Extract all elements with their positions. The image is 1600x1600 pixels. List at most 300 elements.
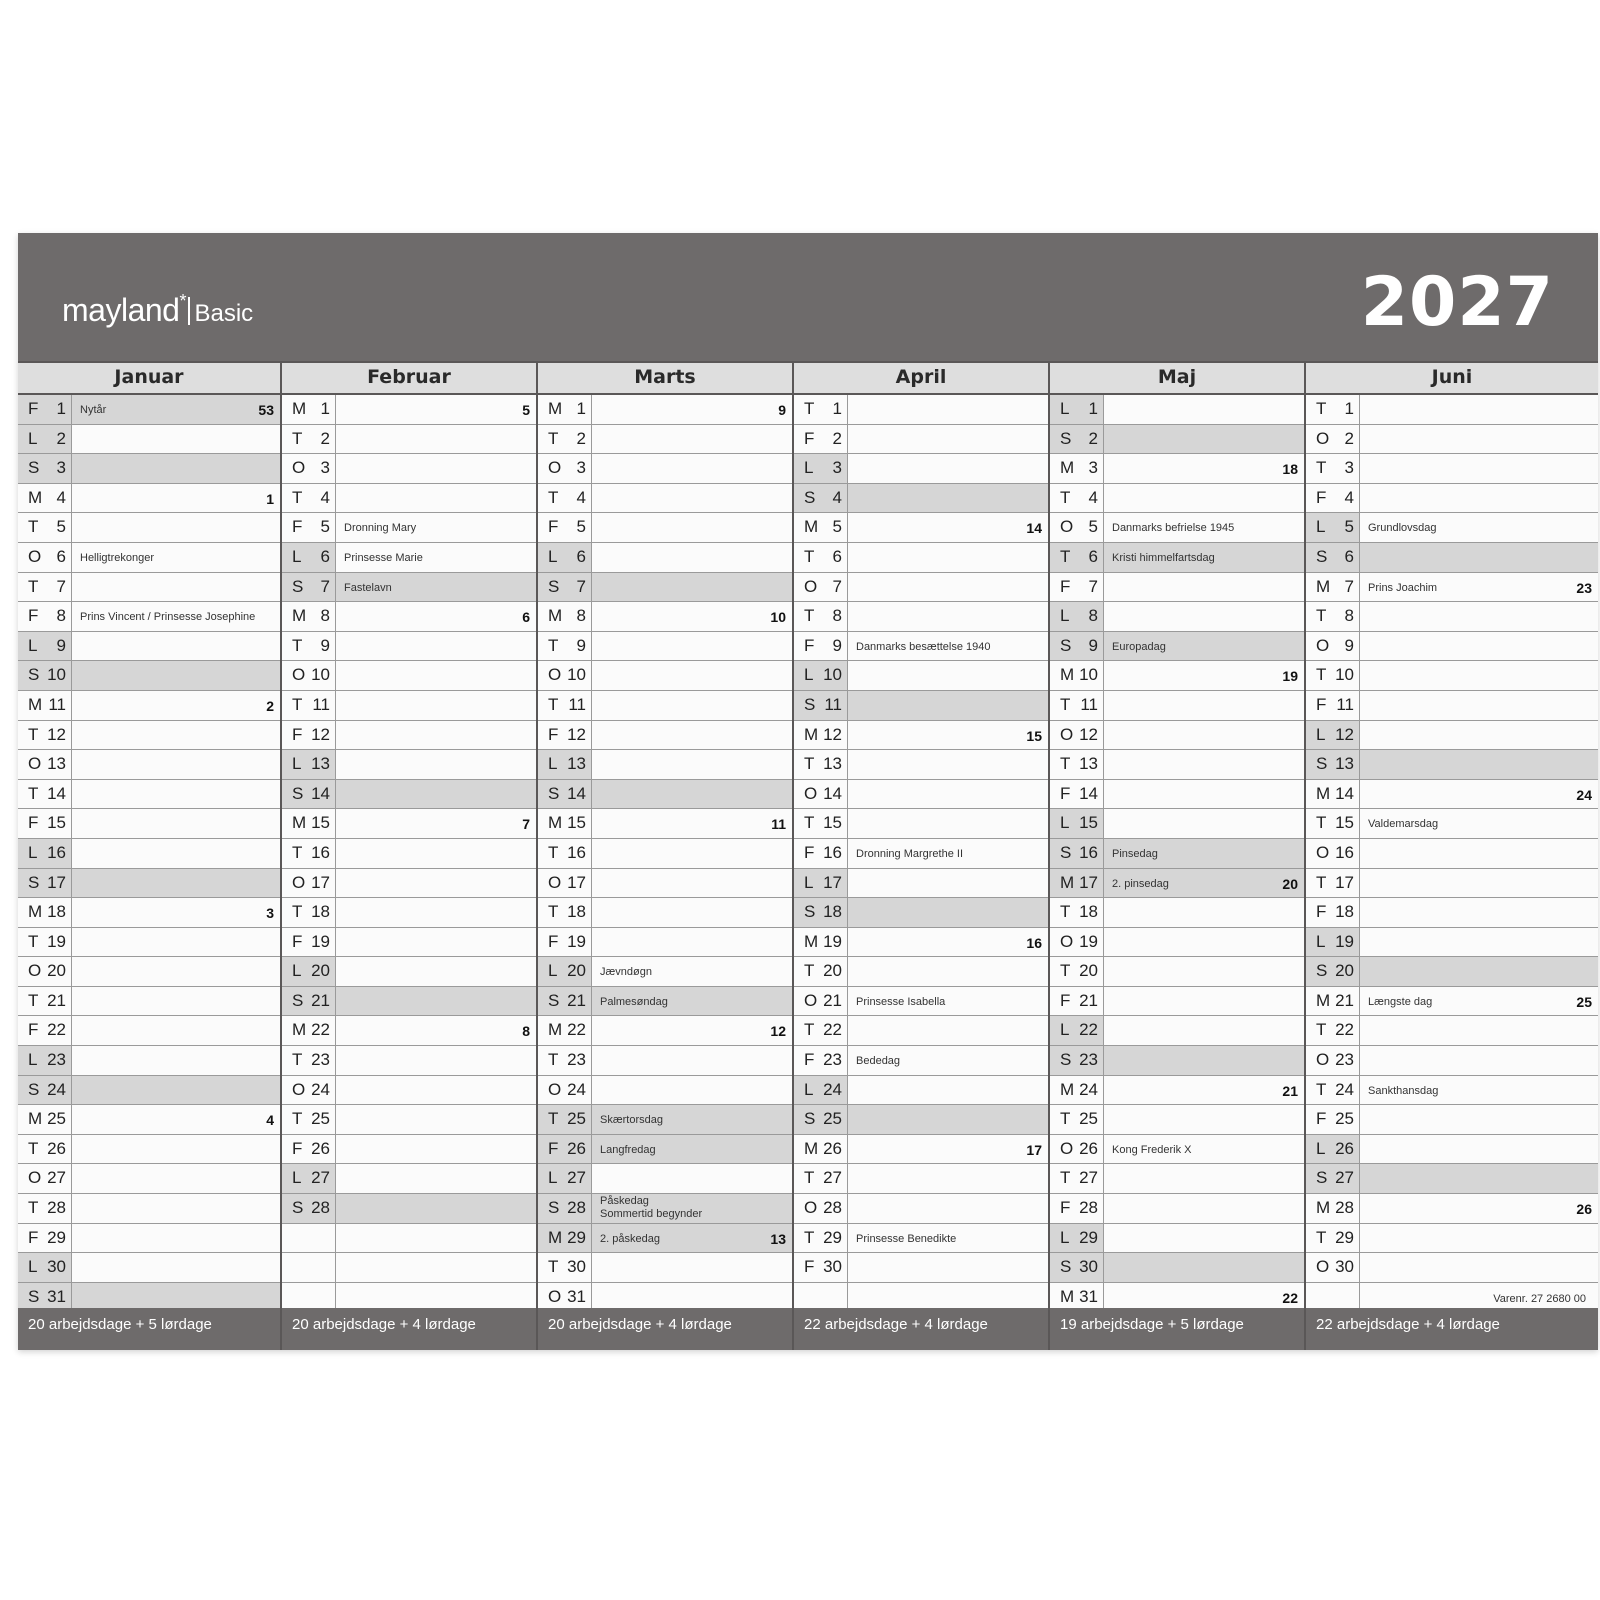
day-number: 17 bbox=[823, 872, 842, 892]
weekday-letter: M bbox=[548, 606, 563, 626]
day-number: 6 bbox=[832, 546, 842, 566]
day-row bbox=[794, 425, 1048, 455]
day-number: 1 bbox=[1088, 399, 1098, 418]
weekday-letter: O bbox=[28, 546, 42, 566]
weekday-letter: F bbox=[1060, 783, 1071, 803]
week-number: 1 bbox=[266, 490, 274, 507]
day-cell bbox=[1050, 1194, 1104, 1223]
weekday-letter: L bbox=[804, 665, 814, 685]
day-number: 13 bbox=[47, 754, 66, 774]
note-cell bbox=[592, 1253, 792, 1282]
weekday-letter: O bbox=[1060, 724, 1074, 744]
weekday-letter: L bbox=[292, 754, 302, 774]
weekday-letter: T bbox=[1316, 1020, 1327, 1040]
month-column-maj bbox=[1048, 361, 1304, 1350]
day-number: 28 bbox=[567, 1198, 586, 1218]
day-number: 5 bbox=[576, 517, 586, 537]
day-row bbox=[1306, 632, 1598, 662]
day-row bbox=[18, 869, 280, 899]
weekday-letter: M bbox=[804, 1138, 819, 1158]
day-cell bbox=[282, 543, 336, 572]
day-cell bbox=[282, 1105, 336, 1134]
weekday-letter: L bbox=[1060, 813, 1070, 833]
note-cell bbox=[848, 395, 1048, 424]
day-number: 22 bbox=[567, 1020, 586, 1040]
day-number: 16 bbox=[567, 842, 586, 862]
day-row bbox=[282, 484, 536, 514]
day-cell bbox=[538, 1105, 592, 1134]
day-row bbox=[1050, 1105, 1304, 1135]
day-number: 16 bbox=[47, 842, 66, 862]
day-row bbox=[1050, 691, 1304, 721]
weekday-letter: T bbox=[1316, 1079, 1327, 1099]
weekday-letter: O bbox=[804, 783, 818, 803]
note-cell bbox=[72, 957, 280, 986]
weekday-letter: T bbox=[804, 1227, 815, 1247]
day-number: 9 bbox=[576, 635, 586, 655]
weekday-letter: L bbox=[548, 546, 558, 566]
holiday-note: Prinsesse Marie bbox=[344, 551, 423, 564]
day-row bbox=[538, 454, 792, 484]
day-row bbox=[1306, 898, 1598, 928]
day-row bbox=[282, 661, 536, 691]
holiday-note: Dronning Mary bbox=[344, 522, 417, 535]
day-cell bbox=[282, 1194, 336, 1223]
day-row bbox=[18, 987, 280, 1017]
note-cell bbox=[1360, 632, 1598, 661]
day-number: 23 bbox=[47, 1050, 66, 1070]
day-number: 23 bbox=[311, 1050, 330, 1070]
holiday-note: Nytår bbox=[80, 404, 107, 416]
week-number: 11 bbox=[771, 816, 786, 833]
holiday-note: Sankthansdag bbox=[1368, 1084, 1439, 1097]
day-row bbox=[282, 839, 536, 869]
month-header: Januar bbox=[18, 361, 280, 395]
day-cell bbox=[794, 513, 848, 542]
day-cell bbox=[18, 1046, 72, 1075]
day-number: 20 bbox=[47, 961, 66, 981]
day-number: 7 bbox=[1344, 576, 1354, 596]
day-number: 15 bbox=[311, 813, 330, 833]
day-cell bbox=[538, 1164, 592, 1193]
note-cell bbox=[72, 780, 280, 809]
note-cell bbox=[336, 1194, 536, 1223]
day-number: 14 bbox=[567, 783, 586, 803]
day-row bbox=[794, 661, 1048, 691]
day-row bbox=[538, 1016, 792, 1046]
note-cell bbox=[848, 454, 1048, 483]
note-cell bbox=[592, 1016, 792, 1045]
day-cell bbox=[1306, 573, 1360, 602]
weekday-letter: S bbox=[548, 990, 560, 1010]
day-row bbox=[538, 1046, 792, 1076]
holiday-note: Pinsedag bbox=[1112, 847, 1158, 860]
brand-star: * bbox=[179, 291, 187, 311]
day-row bbox=[1050, 780, 1304, 810]
note-cell bbox=[592, 1076, 792, 1105]
day-cell bbox=[18, 928, 72, 957]
day-number: 27 bbox=[567, 1168, 586, 1188]
note-cell bbox=[592, 1046, 792, 1075]
day-number: 15 bbox=[823, 813, 842, 833]
day-number: 2 bbox=[576, 428, 586, 448]
day-cell bbox=[18, 1194, 72, 1223]
note-cell bbox=[1104, 869, 1304, 898]
week-number: 53 bbox=[258, 402, 274, 418]
day-list bbox=[538, 395, 792, 1312]
day-number: 16 bbox=[823, 842, 842, 862]
day-number: 18 bbox=[1335, 902, 1354, 922]
day-row bbox=[18, 1135, 280, 1165]
day-cell bbox=[538, 454, 592, 483]
day-number: 29 bbox=[47, 1227, 66, 1247]
day-number: 6 bbox=[56, 546, 66, 566]
day-row bbox=[538, 987, 792, 1017]
day-row bbox=[794, 1253, 1048, 1283]
day-row bbox=[1050, 1194, 1304, 1224]
weekday-letter: S bbox=[804, 902, 816, 922]
week-number: 3 bbox=[266, 905, 274, 922]
note-cell bbox=[1360, 721, 1598, 750]
day-number: 4 bbox=[320, 487, 330, 507]
day-row bbox=[1050, 602, 1304, 632]
day-row bbox=[1050, 632, 1304, 662]
day-row bbox=[1050, 1046, 1304, 1076]
day-cell bbox=[1050, 928, 1104, 957]
day-row bbox=[282, 721, 536, 751]
day-number: 22 bbox=[823, 1020, 842, 1040]
day-number: 6 bbox=[576, 546, 586, 566]
note-cell bbox=[1104, 425, 1304, 454]
weekday-letter: L bbox=[548, 961, 558, 981]
day-row bbox=[282, 780, 536, 810]
holiday-note: Dronning Margrethe II bbox=[856, 847, 963, 860]
note-cell bbox=[592, 661, 792, 690]
note-cell bbox=[1360, 454, 1598, 483]
day-row bbox=[1050, 513, 1304, 543]
note-cell bbox=[848, 573, 1048, 602]
day-cell bbox=[18, 780, 72, 809]
day-row bbox=[1050, 1253, 1304, 1283]
weekday-letter: T bbox=[548, 487, 559, 507]
day-cell bbox=[538, 1076, 592, 1105]
day-cell bbox=[1306, 721, 1360, 750]
note-cell bbox=[848, 543, 1048, 572]
weekday-letter: O bbox=[1060, 517, 1074, 537]
note-cell bbox=[592, 839, 792, 868]
weekday-letter: T bbox=[1316, 399, 1327, 418]
day-number: 20 bbox=[1079, 961, 1098, 981]
day-number: 14 bbox=[1335, 783, 1354, 803]
day-cell bbox=[1306, 1194, 1360, 1223]
day-number: 19 bbox=[311, 931, 330, 951]
day-number: 29 bbox=[1079, 1227, 1098, 1247]
month-footer: 20 arbejdsdage + 4 lørdage bbox=[538, 1308, 792, 1350]
day-cell bbox=[1050, 513, 1104, 542]
note-cell bbox=[1360, 425, 1598, 454]
day-row bbox=[1306, 750, 1598, 780]
brand-sub: Basic bbox=[194, 300, 254, 327]
day-number: 29 bbox=[567, 1227, 586, 1247]
day-row bbox=[282, 573, 536, 603]
weekday-letter: L bbox=[1060, 399, 1070, 418]
day-number: 20 bbox=[567, 961, 586, 981]
day-cell bbox=[1306, 632, 1360, 661]
day-row bbox=[1050, 839, 1304, 869]
note-cell bbox=[848, 1016, 1048, 1045]
day-row bbox=[1050, 1076, 1304, 1106]
day-number: 5 bbox=[1344, 517, 1354, 537]
day-row bbox=[18, 1046, 280, 1076]
weekday-letter: F bbox=[804, 842, 815, 862]
weekday-letter: O bbox=[292, 872, 306, 892]
day-number: 17 bbox=[311, 872, 330, 892]
weekday-letter: M bbox=[1060, 665, 1075, 685]
day-number: 12 bbox=[1079, 724, 1098, 744]
day-row bbox=[282, 1076, 536, 1106]
weekday-letter: M bbox=[1060, 872, 1075, 892]
day-number: 15 bbox=[1335, 813, 1354, 833]
day-row bbox=[1050, 898, 1304, 928]
day-number: 30 bbox=[1335, 1257, 1354, 1277]
weekday-letter: L bbox=[28, 842, 38, 862]
note-cell bbox=[72, 484, 280, 513]
day-number: 12 bbox=[823, 724, 842, 744]
day-number: 1 bbox=[320, 399, 330, 418]
weekday-letter: O bbox=[548, 1079, 562, 1099]
weekday-letter: M bbox=[1060, 1079, 1075, 1099]
weekday-letter: S bbox=[28, 1286, 40, 1306]
day-row bbox=[18, 395, 280, 425]
day-number: 7 bbox=[1088, 576, 1098, 596]
day-row bbox=[794, 721, 1048, 751]
day-number: 19 bbox=[567, 931, 586, 951]
weekday-letter: M bbox=[804, 724, 819, 744]
day-cell bbox=[18, 691, 72, 720]
day-row bbox=[1050, 721, 1304, 751]
day-cell bbox=[538, 839, 592, 868]
day-cell bbox=[794, 454, 848, 483]
note-cell bbox=[336, 839, 536, 868]
day-number: 11 bbox=[824, 694, 842, 714]
weekday-letter: S bbox=[1060, 635, 1072, 655]
note-cell bbox=[592, 395, 792, 424]
day-row bbox=[1306, 721, 1598, 751]
day-row bbox=[282, 957, 536, 987]
day-number: 2 bbox=[832, 428, 842, 448]
month-header: Februar bbox=[282, 361, 536, 395]
day-row bbox=[18, 513, 280, 543]
brand-logo bbox=[62, 291, 253, 329]
note-cell bbox=[592, 898, 792, 927]
note-cell bbox=[336, 1016, 536, 1045]
day-number: 18 bbox=[311, 902, 330, 922]
day-cell bbox=[794, 1135, 848, 1164]
note-cell bbox=[848, 484, 1048, 513]
weekday-letter: M bbox=[28, 694, 43, 714]
day-cell bbox=[1306, 928, 1360, 957]
note-cell bbox=[848, 750, 1048, 779]
day-cell bbox=[538, 1253, 592, 1282]
day-cell bbox=[282, 809, 336, 838]
day-cell bbox=[794, 1194, 848, 1223]
day-cell bbox=[794, 721, 848, 750]
day-cell bbox=[794, 869, 848, 898]
day-cell bbox=[794, 809, 848, 838]
day-list bbox=[1050, 395, 1304, 1312]
day-number: 5 bbox=[832, 517, 842, 537]
day-cell bbox=[1050, 632, 1104, 661]
weekday-letter: L bbox=[28, 1050, 38, 1070]
day-row bbox=[282, 869, 536, 899]
day-number: 29 bbox=[823, 1227, 842, 1247]
day-cell bbox=[282, 1076, 336, 1105]
day-row bbox=[538, 780, 792, 810]
holiday-note: Længste dag bbox=[1368, 995, 1433, 1008]
day-number: 26 bbox=[567, 1138, 586, 1158]
weekday-letter: F bbox=[548, 931, 559, 951]
day-number: 24 bbox=[311, 1079, 330, 1099]
weekday-letter: F bbox=[292, 517, 303, 537]
day-cell bbox=[1306, 780, 1360, 809]
day-row bbox=[1306, 957, 1598, 987]
note-cell bbox=[1360, 987, 1598, 1016]
weekday-letter: M bbox=[548, 399, 563, 418]
week-number: 19 bbox=[1282, 668, 1298, 685]
day-row bbox=[282, 1105, 536, 1135]
weekday-letter: O bbox=[548, 872, 562, 892]
day-cell bbox=[794, 780, 848, 809]
day-row bbox=[18, 632, 280, 662]
day-cell bbox=[538, 750, 592, 779]
note-cell bbox=[1104, 484, 1304, 513]
day-cell bbox=[1306, 1076, 1360, 1105]
day-number: 21 bbox=[311, 990, 330, 1010]
holiday-note: Europadag bbox=[1112, 640, 1166, 653]
day-number: 5 bbox=[1088, 517, 1098, 537]
day-number: 7 bbox=[320, 576, 330, 596]
note-cell bbox=[592, 1135, 792, 1164]
day-cell bbox=[1050, 1076, 1104, 1105]
day-row bbox=[794, 839, 1048, 869]
day-cell bbox=[1050, 1164, 1104, 1193]
day-row bbox=[794, 987, 1048, 1017]
weekday-letter: S bbox=[292, 576, 304, 596]
note-cell bbox=[1104, 987, 1304, 1016]
day-row bbox=[538, 1076, 792, 1106]
note-cell bbox=[1360, 1076, 1598, 1105]
note-cell bbox=[72, 632, 280, 661]
day-cell bbox=[538, 721, 592, 750]
day-number: 8 bbox=[832, 606, 842, 626]
day-cell bbox=[282, 839, 336, 868]
day-cell bbox=[1306, 602, 1360, 631]
day-row bbox=[538, 691, 792, 721]
day-cell bbox=[538, 691, 592, 720]
weekday-letter: S bbox=[1316, 1168, 1328, 1188]
day-cell bbox=[538, 869, 592, 898]
note-cell bbox=[336, 898, 536, 927]
day-number: 5 bbox=[56, 517, 66, 537]
day-number: 11 bbox=[1080, 694, 1098, 714]
day-cell bbox=[794, 1164, 848, 1193]
day-number: 16 bbox=[311, 842, 330, 862]
day-row bbox=[282, 543, 536, 573]
day-cell bbox=[18, 602, 72, 631]
note-cell bbox=[1360, 809, 1598, 838]
weekday-letter: F bbox=[1316, 1109, 1327, 1129]
day-cell bbox=[282, 425, 336, 454]
day-cell bbox=[1306, 750, 1360, 779]
day-number: 3 bbox=[1088, 458, 1098, 478]
weekday-letter: T bbox=[1060, 902, 1071, 922]
day-number: 2 bbox=[320, 428, 330, 448]
day-row bbox=[282, 1224, 536, 1254]
note-cell bbox=[72, 869, 280, 898]
day-cell bbox=[1050, 721, 1104, 750]
holiday-note: Prinsesse Isabella bbox=[856, 995, 946, 1008]
weekday-letter: T bbox=[28, 1138, 39, 1158]
day-number: 15 bbox=[567, 813, 586, 833]
weekday-letter: T bbox=[1316, 606, 1327, 626]
day-row bbox=[1306, 602, 1598, 632]
day-number: 13 bbox=[567, 754, 586, 774]
weekday-letter: S bbox=[28, 872, 40, 892]
day-row bbox=[18, 898, 280, 928]
day-number: 13 bbox=[1079, 754, 1098, 774]
day-row bbox=[538, 661, 792, 691]
day-row bbox=[1306, 573, 1598, 603]
note-cell bbox=[848, 721, 1048, 750]
year-title: 2027 bbox=[1360, 263, 1554, 342]
week-number: 13 bbox=[770, 1230, 786, 1247]
day-cell bbox=[538, 543, 592, 572]
note-cell bbox=[848, 1105, 1048, 1134]
day-number: 11 bbox=[568, 694, 586, 714]
note-cell bbox=[336, 602, 536, 631]
day-number: 27 bbox=[823, 1168, 842, 1188]
note-cell bbox=[592, 987, 792, 1016]
day-row bbox=[1050, 1224, 1304, 1254]
note-cell bbox=[72, 454, 280, 483]
note-cell bbox=[336, 543, 536, 572]
day-row bbox=[18, 543, 280, 573]
weekday-letter: M bbox=[804, 931, 819, 951]
day-cell bbox=[1050, 1046, 1104, 1075]
day-cell bbox=[18, 425, 72, 454]
day-number: 22 bbox=[1079, 1020, 1098, 1040]
day-row bbox=[538, 1105, 792, 1135]
day-cell bbox=[1050, 543, 1104, 572]
weekday-letter: S bbox=[1060, 1257, 1072, 1277]
note-cell bbox=[848, 928, 1048, 957]
day-row bbox=[1050, 1016, 1304, 1046]
note-cell bbox=[848, 632, 1048, 661]
day-cell bbox=[18, 750, 72, 779]
week-number: 17 bbox=[1026, 1141, 1042, 1158]
note-cell bbox=[72, 987, 280, 1016]
note-cell bbox=[1360, 395, 1598, 424]
day-number: 2 bbox=[1344, 428, 1354, 448]
weekday-letter: M bbox=[292, 606, 307, 626]
day-cell bbox=[1306, 454, 1360, 483]
weekday-letter: M bbox=[1316, 783, 1331, 803]
week-number: 14 bbox=[1026, 520, 1042, 537]
day-cell bbox=[538, 780, 592, 809]
day-cell bbox=[1050, 425, 1104, 454]
weekday-letter: S bbox=[548, 576, 560, 596]
day-cell bbox=[18, 839, 72, 868]
